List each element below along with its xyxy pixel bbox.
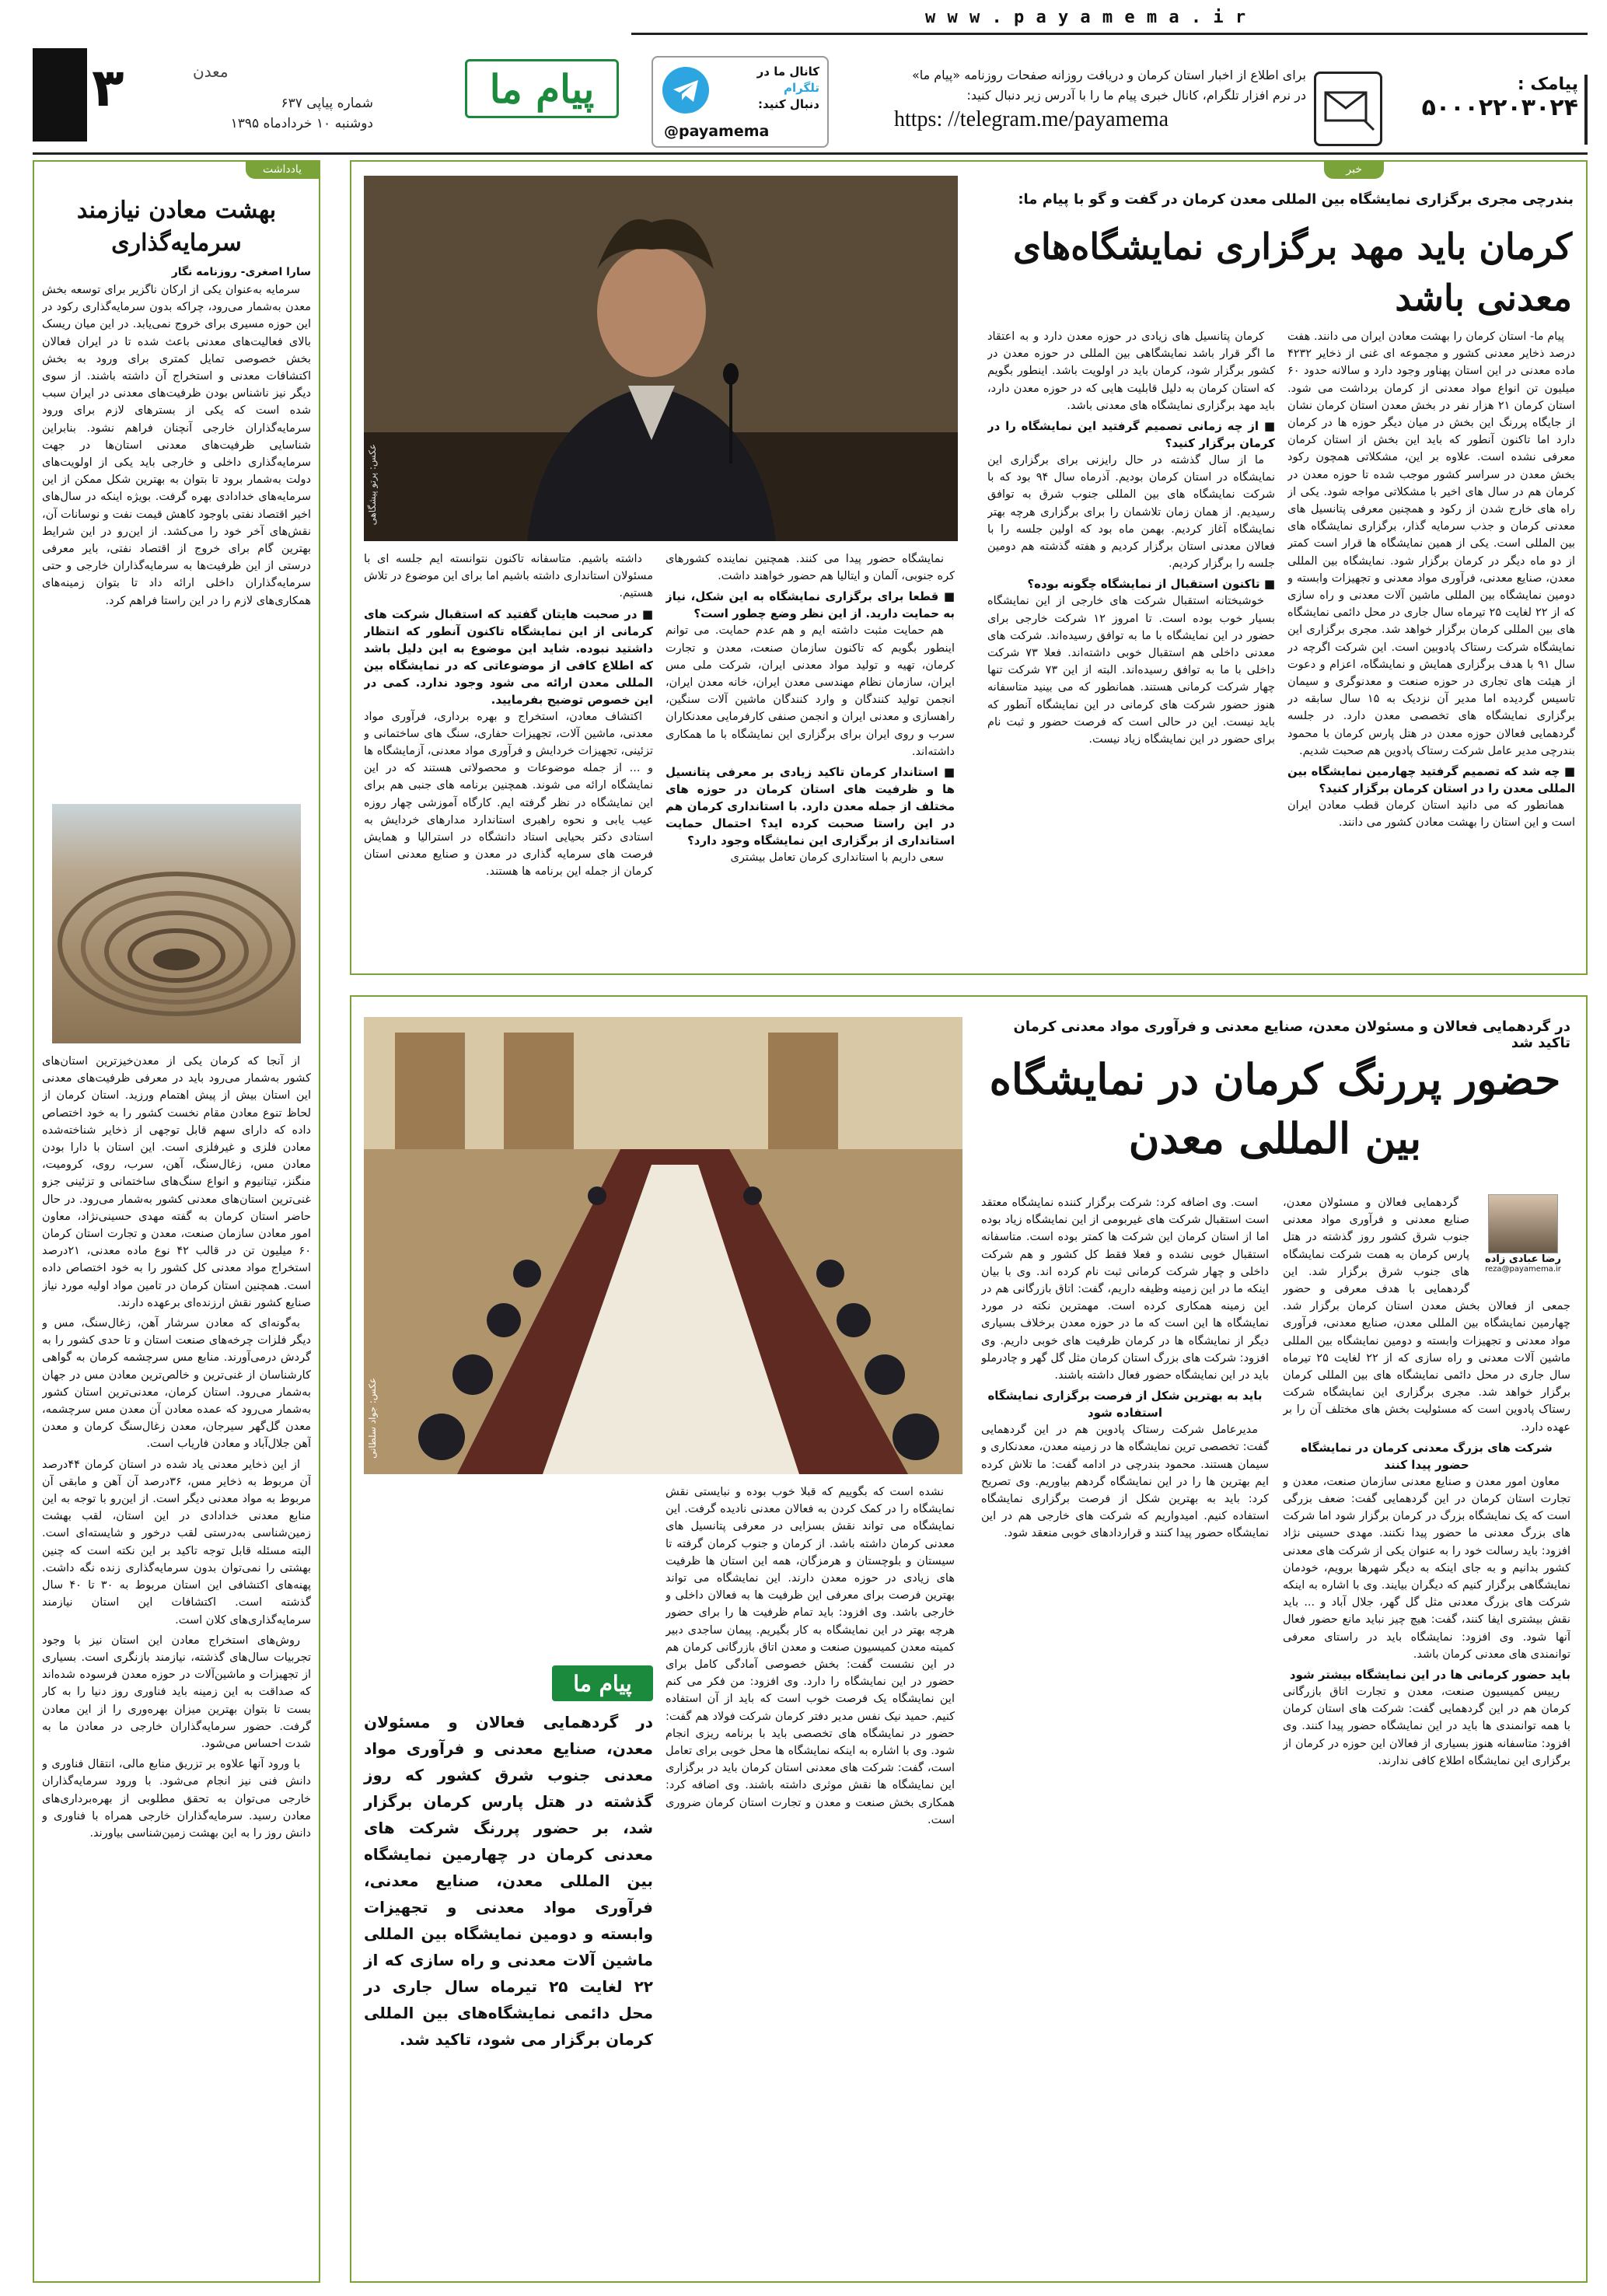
story1-question: ■ از چه زمانی تصمیم گرفتید این نمایشگاه را در کرمان برگزار کنید؟ xyxy=(987,419,1275,451)
story1-paragraph: نمایشگاه حضور پیدا می کنند. همچنین نماینده کشورهای کره جنوبی، آلمان و ایتالیا هم حضور خواهند داشت. xyxy=(666,553,955,583)
note-column xyxy=(33,160,320,2283)
summary-text: در گردهمایی فعالان و مسئولان معدن، صنایع معدنی و فرآوری مواد معدنی جنوب شرق کشور که روز گذشته در هتل پارس کرمان برگزار شد، بر حضور پررنگ شرکت های معدنی کرمان در چهارمین نمایشگاه بین المللی معدن، صنایع معدنی، فرآوری مواد معدنی و تجهیزات وابسته و دومین نمایشگاه بین المللی ماشین آلات معدنی و راه سازی که از ۲۲ لغایت ۲۵ تیرماه سال جاری در محل دائمی نمایشگاه‌های بین المللی کرمان برگزار می شود، تاکید شد. xyxy=(364,1713,653,2049)
story1-photo-caption: عکس: پرتو پیشگاهی xyxy=(367,444,378,526)
promo-line2: در نرم افزار تلگرام، کانال خبری پیام ما را با آدرس زیر دنبال کنید: xyxy=(966,88,1306,103)
story2-paragraph: گردهمایی فعالان و مسئولان معدن، صنایع معدنی و فرآوری مواد معدنی جنوب شرق کشور روز گذشته در هتل پارس کرمان به همت شرکت نمایشگاه های جنوب شرق برگزار شد. این گردهمایی با هدف معرفی و حضور جمعی از فعالان بخش معدن استان کرمان برگزار شد. چهارمین نمایشگاه بین المللی معدن، صنایع معدنی، فرآوری مواد معدنی و تجهیزات وابسته و دومین نمایشگاه بین المللی ماشین آلات معدنی و راه سازی که از ۲۲ لغایت ۲۵ تیرماه سال جاری در محل دائمی نمایشگاه های بین المللی کرمان برگزار خواهد شد. مجری برگزاری این نمایشگاه شرکت رستاک پادوین است که مسئولیت بخش های مختلف آن را بر عهده دارد. xyxy=(1283,1197,1570,1434)
page-number: ۳ xyxy=(92,58,124,119)
story1-paragraph: کرمان پتانسیل های زیادی در حوزه معدن دارد و به اعتقاد ما اگر قرار باشد نمایشگاهی بین المللی در حوزه معدن در کشور برگزار شود، کرمان باید در اولویت باشد. اینطور بگویم که استان کرمان به دلیل قابلیت هایی که در حوزه معدن دارد، باید مهد برگزاری نمایشگاه های معدنی باشد. xyxy=(987,330,1275,412)
note-badge-label: یادداشت xyxy=(263,163,302,176)
story2-kicker: در گردهمایی فعالان و مسئولان معدن، صنایع معدنی و فرآوری مواد معدنی کرمان تاکید شد xyxy=(1013,1019,1570,1051)
story1-question: ■ چه شد که تصمیم گرفتید چهارمین نمایشگاه بین المللی معدن را در استان کرمان برگزار کنید؟ xyxy=(1287,764,1575,796)
story1-paragraph: داشته باشیم. متاسفانه تاکنون نتوانسته ایم جلسه ای با مسئولان استانداری داشته باشیم اما برای این موضوع در تلاش هستیم. xyxy=(364,553,653,600)
story2-col1 xyxy=(1283,1194,1570,2275)
reporter-email[interactable]: reza@payamema.ir xyxy=(1485,1265,1561,1274)
note-paragraph: از این ذخایر معدنی یاد شده در استان کرمان ۴۴درصد آن مربوط به ذخایر مس، ۳۶درصد آن آهن و مابقی آن مربوط به مواد معدنی دیگر است. از این‌رو با توجه به این منابع معدنی خدادادی در این استان، لقب بهشت زمین‌شناسی به‌درستی لقب درخور و شایسته‌ای است. البته مسئله قابل توجه تاکید بر این نکته است که چنین بهشتی را نمی‌توان بدون سرمایه‌گذاری زنده نگه داشت. پهنه‌های اکتشافی این استان مربوط به ۳۰ تا ۴۰ سال گذشته است. اکتشافات این استان نیازمند سرمایه‌گذاری‌های کلان است. xyxy=(42,1458,311,1627)
reporter-spacer xyxy=(1469,1194,1570,1281)
summary-logo xyxy=(552,1665,653,1701)
story1-answer: همانطور که می دانید استان کرمان قطب معادن ایران است و این استان را بهشت معادن کشور می دانند. xyxy=(1287,799,1575,830)
story1-question: ■ تاکنون استقبال از نمایشگاه چگونه بوده؟ xyxy=(1027,577,1275,592)
story2-photo xyxy=(364,1017,962,1474)
story1-label-text: خبر xyxy=(1346,163,1362,176)
story1-question: ■ استاندار کرمان تاکید زیادی بر معرفی پتانسیل ها و ظرفیت های استان کرمان در حوزه های مختلف از جمله معدن دارد. با استانداری کرمان هم در این راستا صحبت کرده اید؟ احتمال حمایت استانداری از برگزاری این نمایشگاه وجود دارد؟ xyxy=(666,765,955,848)
story2-paragraph: است. وی اضافه کرد: شرکت برگزار کننده نمایشگاه معتقد است استقبال شرکت های غیربومی از این نمایشگاه زیاد بوده اما از استان کرمان این شرکت ها کمتر بوده است. متاسفانه استقبال خوبی نشده و فعلا فقط کل کشور و هم شرکت داخلی و چهار شرکت کرمانی ثبت نام کرده اند. وی با بیان اینکه ما در این زمینه وظیفه داریم، گفت: اتاق بازرگانی هم در این زمینه همکاری کرده است. مهمترین نکته در مورد نمایشگاه ها این است که ما در حوزه معدن برخلاف بسیاری دیگر از نمایشگاه ها در کرمان ظرفیت های خوبی داریم. وی افزود: شرکت های بزرگ استان کرمان مثل گل گهر و چادرملو باید در این نمایشگاه حضور فعال داشته باشند. xyxy=(981,1197,1269,1382)
story1-col1 xyxy=(1287,328,1575,967)
story1-answer: اکتشاف معادن، استخراج و بهره برداری، فرآوری مواد معدنی، ماشین آلات، تجهیزات حفاری، سنگ های ساختمانی و تزئینی، تجهیزات خردایش و فرآوری مواد معدنی، آزمایشگاه ها و ... از جمله موضوعات و محصولاتی هستند که در این نمایشگاه ارائه می شوند. همچنین برنامه های جنبی هم برای این نمایشگاه در نظر گرفته ایم. کارگاه آموزشی چهار روزه عیب یابی و نحوه راهبری استاندارد مدارهای خردایش به استادی دکتر بحیایی استاد دانشگاه در استرالیا و همایش فرصت های سرمایه گذاری در معدن و صنایع معدنی استان کرمان از جمله این برنامه ها هستند. xyxy=(364,710,653,879)
story2-subhead: شرکت های بزرگ معدنی کرمان در نمایشگاه حضور پیدا کنند xyxy=(1301,1440,1553,1472)
page-number-bar xyxy=(33,48,87,142)
promo-url[interactable]: https: //telegram.me/payamema xyxy=(894,107,1169,131)
section-name: معدن xyxy=(193,62,229,81)
issue-date: دوشنبه ۱۰ خردادماه ۱۳۹۵ xyxy=(230,116,373,131)
story1-answer: سعی داریم با استانداری کرمان تعامل بیشتری xyxy=(730,851,944,865)
reporter-name: رضا عبادی زاده xyxy=(1485,1253,1561,1265)
story1 xyxy=(350,160,1588,975)
story2-photo-caption: عکس: جواد سلطانی xyxy=(367,1378,378,1459)
story1-col2 xyxy=(987,328,1275,967)
note-body-bottom xyxy=(42,1053,311,2296)
story2-paragraph: مدیرعامل شرکت رستاک پادوین هم در این گردهمایی گفت: تخصصی ترین نمایشگاه ها در زمینه معدن، معدنکاری و سیمان هستند. محمود بندرچی در ادامه گفت: ما تلاش کرده ایم بهترین ها را در این نمایشگاه گردهم بیاوریم. وی تصریح کرد: باید به بهترین شکل از فرصت برگزاری نمایشگاه استفاده کنیم. امیدواریم که شرکت های خارجی هم در این نمایشگاه حضور پیدا کنند و قراردادهای خوبی منعقد شود. xyxy=(981,1424,1269,1540)
telegram-handle[interactable]: @payamema xyxy=(664,123,770,140)
note-title: بهشت معادن نیازمند سرمایه‌گذاری xyxy=(76,197,277,257)
telegram-follow: دنبال کنید: xyxy=(758,97,819,111)
telegram-box[interactable] xyxy=(652,56,829,148)
page-header xyxy=(0,0,1607,159)
story1-answer: خوشبختانه استقبال شرکت های خارجی از این نمایشگاه بسیار خوب بوده است. تا امروز ۱۲ شرکت خارجی برای حضور در این نمایشگاه با ما به توافق رسیده‌اند. شرکت های معدنی داخلی هم استقبال خوبی داشته‌اند. فعلا ۷۳ شرکت داخلی با ما به توافق رسیده‌اند. البته از این ۷۳ شرکت تنها چهار شرکت کرمانی هستند. همانطور که می بینید متاسفانه هنوز حضور شرکت های کرمانی در این نمایشگاه آنطور که باید نیست. این در حالی است که فرصت حضور و ثبت نام برای حضور در این نمایشگاه زیاد نیست. xyxy=(987,595,1275,746)
sms-number[interactable]: ۵۰۰۰۲۲۰۳۰۲۴ xyxy=(1421,94,1578,121)
telegram-promo xyxy=(847,65,1306,134)
summary-logo-text: پیام ما xyxy=(573,1670,632,1697)
story2-headline: حضور پررنگ کرمان در نمایشگاه بین المللی معدن xyxy=(989,1054,1561,1163)
story2-col2 xyxy=(981,1194,1269,2275)
note-author: سارا اصغری- روزنامه نگار xyxy=(171,266,311,278)
story1-answer: هم حمایت مثبت داشته ایم و هم عدم حمایت. می توانم اینطور بگویم که تاکنون سازمان صنعت، معدن و تجارت کرمان، تهیه و تولید مواد معدنی ایران، شرکت ملی مس ایران، سازمان نظام مهندسی معدن ایران، خانه معدن ایران، انجمن تولید کنندگان و وارد کنندگان ماشین آلات سنگین، راهسازی و معدنی ایران و انجمن صنفی کارفرمایی معدنکاران سرب و روی ایران برای برگزاری این نمایشگاه با ما همکاری داشته‌اند. xyxy=(666,624,955,758)
issue-number: شماره پیاپی ۶۳۷ xyxy=(281,96,373,111)
note-badge xyxy=(246,162,319,179)
website-url[interactable]: w w w . p a y a m e m a . i r xyxy=(925,8,1247,27)
telegram-channel-line1: کانال ما در xyxy=(756,65,819,79)
sms-box xyxy=(1401,75,1588,145)
story1-label xyxy=(1324,162,1384,179)
promo-line1: برای اطلاع از اخبار استان کرمان و دریافت روزانه صفحات روزنامه «پیام ما» xyxy=(911,68,1306,82)
sms-icon xyxy=(1314,72,1382,146)
summary-box xyxy=(364,1665,653,2147)
telegram-channel-line2: تلگرام xyxy=(784,81,819,95)
story1-headline: کرمان باید مهد برگزاری نمایشگاه‌های معدنی باشد xyxy=(1012,225,1572,319)
note-paragraph: با ورود آنها علاوه بر تزریق منابع مالی، انتقال فناوری و دانش فنی نیز انجام می‌شود. با ورود سرمایه‌گذاران خارجی می‌توان به تحقق مطلوبی از بهره‌برداری‌های معادن رسید. سرمایه‌گذاران خارجی همراه با فناوری و دانش روز را به این بهشت زمین‌شناسی بیاورند. xyxy=(42,1758,311,1840)
story2-paragraph: معاون امور معدن و صنایع معدنی سازمان صنعت، معدن و تجارت استان کرمان در این گردهمایی گفت: ضعف بزرگی است که یک نمایشگاه بزرگ در کرمان برگزار شود اما شرکت های بزرگ معدنی ما حضور پیدا نکنند. مهدی حسینی نژاد افزود: باید رسالت خود را به عنوان یکی از شرکت های معدنی کشور بدانیم و به جای اینکه به دیگر شهرها برویم، خودمان نمایشگاهی برگزار کنیم که دیگران بیایند. وی با اشاره به اینکه شرکت های بزرگ معدنی مثل گل گهر، جلال آباد و ... باید نقش بیشتری ایفا کنند، گفت: هیچ چیز نباید مانع حضور فعال آنها شود. وی افزود: نمایشگاه باید در راستای معرفی توانمندی های معدنی کرمان باشد. xyxy=(1283,1475,1570,1661)
story2-col3 xyxy=(666,1483,955,2275)
sms-label: پیامک : xyxy=(1517,75,1578,94)
story1-question: ■ قطعا برای برگزاری نمایشگاه به این شکل، نیاز به حمایت دارید. از این نظر وضع چطور است؟ xyxy=(666,589,955,621)
story1-answer: ما از سال گذشته در حال رایزنی برای برگزاری این نمایشگاه در استان کرمان بودیم. آذرماه سال ۹۴ بود که با شرکت نمایشگاه های بین المللی جنوب شرق به توافق رسیدیم. از همان زمان تلاشمان را برای برگزاری هرچه بهتر نمایشگاه آغاز کردیم. بهمن ماه بود که اولین جلسه را با فعالان معدنی استان برگزار کردیم و هفته گذشته هم دومین جلسه را برگزار کردیم. xyxy=(987,454,1275,571)
story2-subhead: باید به بهترین شکل از فرصت برگزاری نمایشگاه استفاده شود xyxy=(987,1389,1263,1421)
note-body-top xyxy=(42,281,311,795)
story2-paragraph: نشده است که بگوییم که قبلا خوب بوده و نبایستی نقش نمایشگاه را در کمک کردن به فعالان معدنی نادیده گرفت. این نمایشگاه می تواند نقش بسزایی در معرفی پتانسیل های معدنی کرمان داشته باشد. از کرمان و جنوب کرمان گرفته تا سیستان و بلوچستان و هرمزگان، همه این استان ها ظرفیت های زیادی در حوزه معدن دارند. این نمایشگاه می تواند بهترین فرصت برای معرفی این ظرفیت ها به فعالان داخلی و خارجی باشد. وی افزود: باید تمام ظرفیت ها را برای حضور هرچه بهتر در این نمایشگاه به کار بگیریم. پیمان ساجدی دبیر کمیته معدن کمیسیون صنعت و معدن اتاق بازرگانی کرمان هم در این نشست گفت: بخش خصوصی آمادگی کامل برای حضور در این نمایشگاه را دارد. وی افزود: من فکر می کنم این نمایشگاه یک فرصت خوب است که باید از آن استفاده کنیم. حمید نیک نفس مدیر دفتر کرمان شرکت فولاد هم گفت: حضور در نمایشگاه های تخصصی باید با برنامه ریزی انجام شود. وی با اشاره به اینکه نمایشگاه ها محل خوبی برای تعامل است، گفت: شرکت های معدنی استان کرمان باید در برگزاری این نمایشگاه ها نقش موثری داشته باشند. وی اضافه کرد: همکاری بخش صنعت و معدن و تجارت استان کرمان ضروری است. xyxy=(666,1486,955,1826)
newspaper-logo[interactable] xyxy=(465,59,619,118)
story2 xyxy=(350,995,1588,2283)
mine-photo xyxy=(52,804,301,1043)
story1-col3 xyxy=(666,550,955,967)
note-paragraph: از آنجا که کرمان یکی از معدن‌خیزترین استان‌های کشور به‌شمار می‌رود باید در معرفی ظرفیت‌های معدنی این استان بیش از پیش اهتمام ورزید. استان کرمان از لحاظ تنوع معادن مقام نخست کشور را به خود اختصاص داده که دارای سهم قابل توجهی از ذخایر شناخته‌شده معادن فلزی و غیرفلزی است. این استان با دارا بودن معادن مس، زغال‌سنگ، آهن، سرب، روی، کرومیت، منگنز، تیتانیوم و انواع سنگ‌های ساختمانی و تزئینی جزو غنی‌ترین استان‌های معدنی کشور به‌شمار می‌رود. در حال حاضر استان کرمان به گفته مهدی حسینی‌نژاد، معاون امور معادن سازمان صنعت، معدن و تجارت استان کرمان ۶۰ میلیون تن در قالب ۴۲ نوع ماده معدنی، ۲۱درصد استخراج مواد معدنی کل کشور را به خود اختصاص داده است. همچنین استان کرمان در تامین مواد اولیه مورد نیاز صنایع کشور نقش ارزنده‌ای برعهده دارند. xyxy=(42,1055,311,1309)
logo-text: پیام ما xyxy=(489,65,595,112)
story1-question: ■ در صحبت هایتان گفتید که استقبال شرکت های کرمانی از این نمایشگاه تاکنون آنطور که انتظار داشتید نبوده. شاید این موضوع به این دلیل باشد که اطلاع کافی از موضوعاتی که در نمایشگاه بین المللی معدن ارائه می شود وجود ندارد. کمی در این خصوص توضیح بفرمایید. xyxy=(364,606,653,707)
note-paragraph: سرمایه به‌عنوان یکی از ارکان ناگزیر برای توسعه بخش معدن به‌شمار می‌رود، چراکه بدون سرمایه‌گذاری رکود در این حوزه مسیری برای خروج نمی‌یابد. در این میان ریسک بالای فعالیت‌های معدنی باعث شده تا در ایران فعالان بخش خصوصی تمایل کمتری برای ورود به بخش اکتشافات معدنی و استخراج آن داشته باشند. از سوی دیگر نیز ناشناس بودن ظرفیت‌های معدنی در ایران سبب شده است که یکی از بسترهای لازم برای ورود سرمایه‌گذاران خارجی آنچنان فراهم نشود. بنابراین شناسایی ظرفیت‌های معدنی استان‌ها در جهت سرمایه‌گذاری داخلی و خارجی باید یکی از اولویت‌های دولت به‌شمار برود تا بتوان به بهترین شکل ممکن از این سرمایه‌های خدادادی بهره گرفت. بویژه اینکه در سال‌های اخیر اقتصاد نفتی باوجود کاهش قیمت نفت و نوسانات آن، نقش‌های آخر خود را می‌کشد. از این‌رو در این شرایط بهترین گام برای خروج از اقتصاد نفتی، بایر معرفی درستی از این ظرفیت‌ها به سرمایه‌گذاران خارجی و حتی سرمایه‌گذاران داخلی ارائه داد تا بتوان زمینه‌های همکاری‌های لازم را در این راستا فراهم کرد. xyxy=(42,284,311,607)
story1-paragraph: پیام ما- استان کرمان را بهشت معادن ایران می دانند. هفت درصد ذخایر معدنی کشور و مجموعه ای غنی از ذخایر ۴۲۳۲ ماده معدنی در این استان پهناور وجود دارد و سالانه حدود ۶۰ میلیون تن انواع مواد معدنی از کرمان برداشت می شود. استان کرمان ۲۱ هزار نفر در بخش معدن استان کرمان نشان از جایگاه پررنگ این بخش در میان دیگر حوزه ها در کرمان دارد اما تاکنون آنطور که باید این بخش از استان کرمان معرفی نشده است. علاوه بر این، مشکلاتی همچون رکود بخش معدن در سراسر کشور موجب شده تا حوزه معدن در کرمان هم در سال های اخیر با مشکلاتی مواجه شود. یکی از راه های خارج شدن از رکود و همچنین معرفی پتانسیل های معدنی کرمان و جذب سرمایه گذار، برگزاری نمایشگاه های بین المللی است. یکی از همین نمایشگاه ها قرار است کمتر از دو ماه دیگر در کرمان برگزار شود. نمایشگاه بین المللی معدن، صنایع معدنی، فرآوری مواد معدنی و تجهیزات وابسته و دومین نمایشگاه بین المللی ماشین آلات معدنی و راه سازی که از ۲۲ لغایت ۲۵ تیرماه سال جاری در محل دائمی نمایشگاه های بین المللی کرمان برگزار خواهد شد. مجری برگزاری این نمایشگاه شرکت رستاک پادوبین است. این شرکت اگرچه در سال ۹۱ با هدف برگزاری همایش و نمایشگاه، اعزام و دعوت از هیئت های تجاری در حوزه صنعت و معدنوگری و سیمان تاسیس گردیده اما مدیر آن نزدیک به ۱۵ سال سابقه در برگزاری نمایشگاه های تخصصی معدن دارد. در جلسه گردهمایی فعالان حوزه معدن در هتل پارس کرمان با محمود بندرچی مدیر عامل شرکت رستاک پادوین هم صحبت شدیم. xyxy=(1287,330,1575,757)
note-paragraph: روش‌های استخراج معادن این استان نیز با وجود تجربیات سال‌های گذشته، نیازمند بازنگری است. بسیاری از تجهیزات و ماشین‌آلات در حوزه معدن فرسوده شده‌اند که صداقت به این زمینه باید فناوری روز دنیا را به کار بست تا بتوان بهترین میزان بهره‌وری را از این معادن گرفت. حضور سرمایه‌گذاران خارجی در معادن ما به شدت احساس می‌شود. xyxy=(42,1634,311,1750)
story2-paragraph: رییس کمیسیون صنعت، معدن و تجارت اتاق بازرگانی کرمان هم در این گردهمایی گفت: شرکت های استان کرمان با همه توانمندی ها باید در این نمایشگاه حضور پیدا کنند. وی افزود: متاسفانه هنوز بسیاری از فعالان این حوزه در کرمان از برگزاری این نمایشگاه اطلاع کافی ندارند. xyxy=(1283,1686,1570,1767)
story2-subhead: باید حضور کرمانی ها در این نمایشگاه بیشتر شود xyxy=(1289,1668,1570,1683)
story1-kicker: بندرچی مجری برگزاری نمایشگاه بین المللی معدن کرمان در گفت و گو با پیام ما: xyxy=(1018,191,1574,208)
telegram-icon xyxy=(662,67,709,114)
note-paragraph: به‌گونه‌ای که معادن سرشار آهن، زغال‌سنگ، مس و دیگر فلزات چرخه‌های صنعت استان و تا حدی کشور را به گردش درمی‌آورند. منابع مس سرچشمه کرمان به گواهی کارشناسان از غنی‌ترین و خالص‌ترین معادن مس در جهان به‌شمار می‌رود. استان کرمان، معدنی‌ترین استان کشور به‌شمار می‌رود که عمده معادن آن معدن مس سرچشمه، معدن گل‌گهر سیرجان، معدن زغال‌سنگ کرمان و معدن آهن جلال‌آباد و معادن فاریاب است. xyxy=(42,1317,311,1451)
issue-info xyxy=(155,93,373,134)
story1-col4 xyxy=(364,550,653,967)
story1-photo xyxy=(364,176,958,541)
